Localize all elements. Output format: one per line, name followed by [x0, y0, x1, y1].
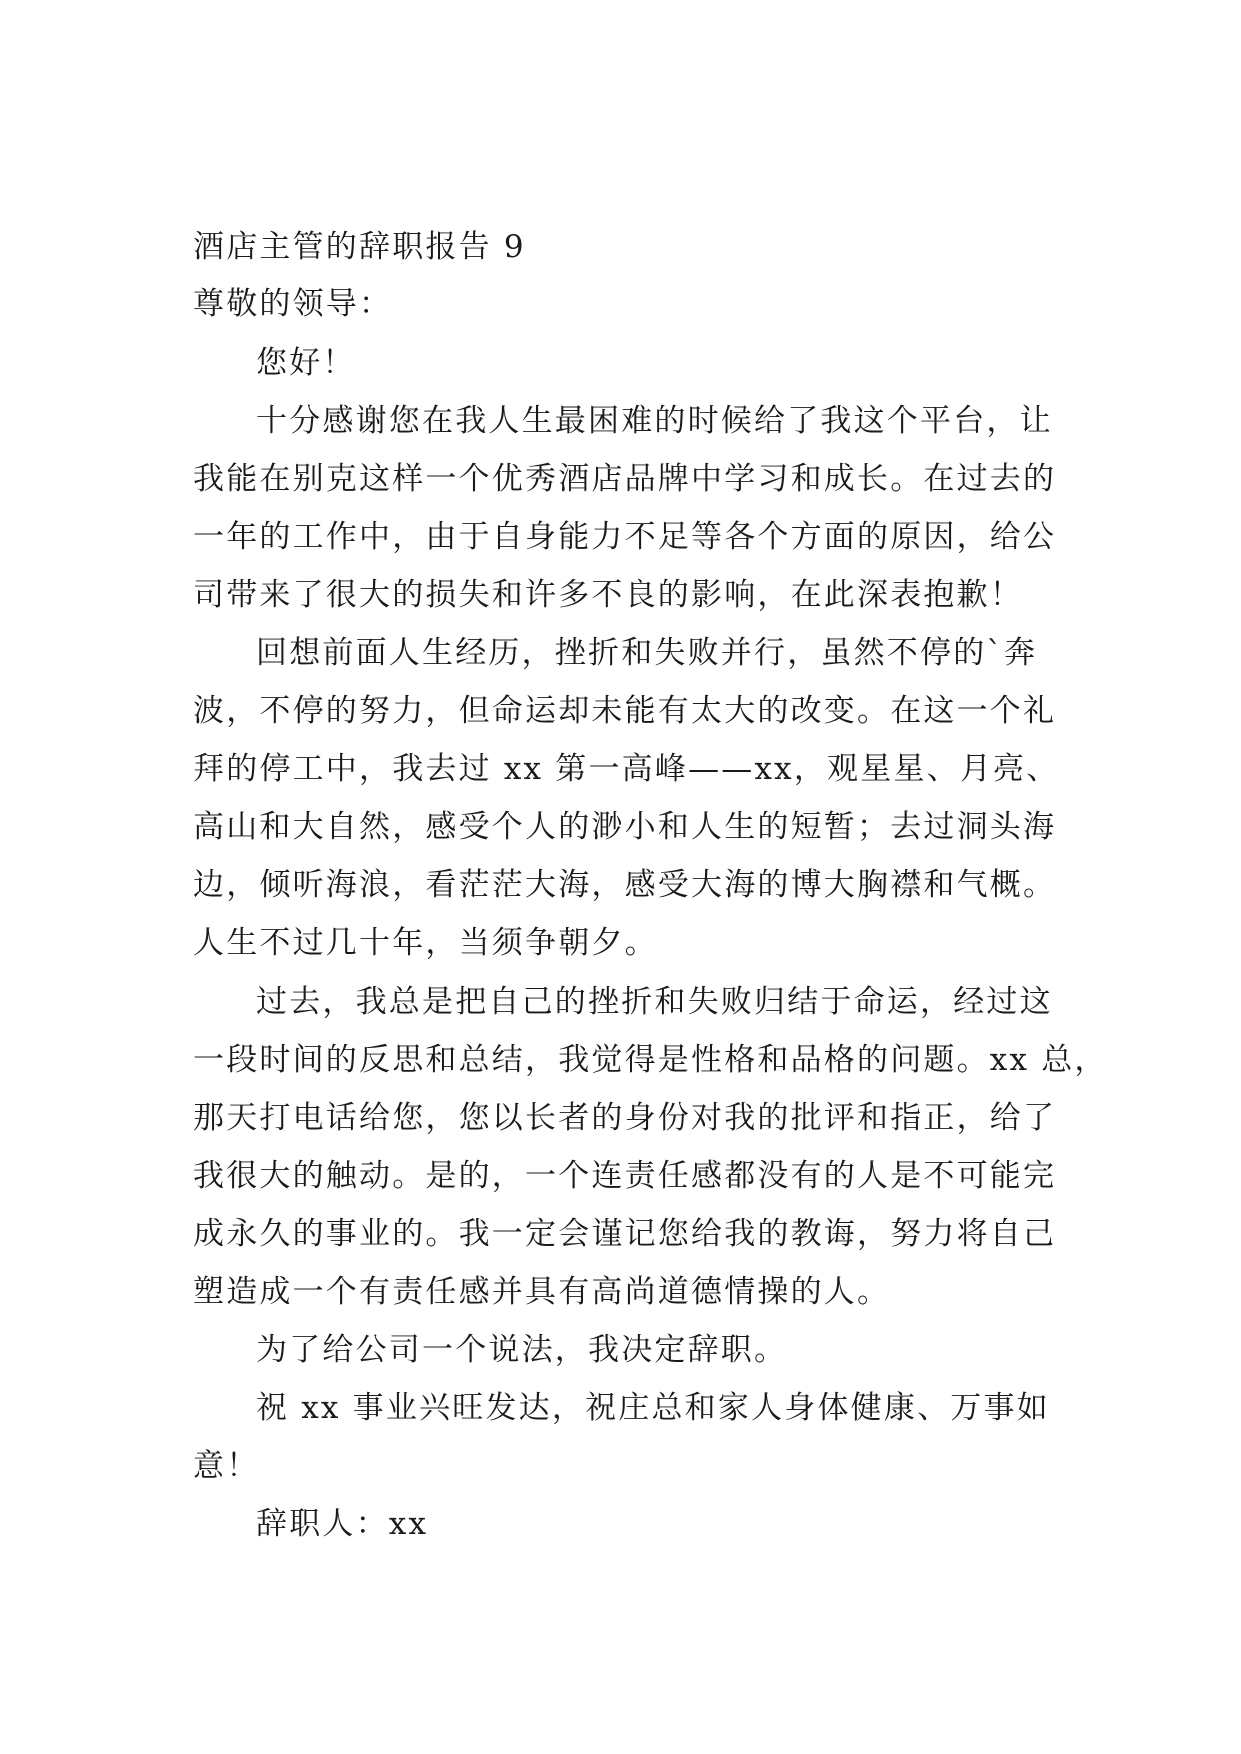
- paragraph-line: 司带来了很大的损失和许多不良的影响，在此深表抱歉！: [193, 577, 1023, 613]
- paragraph-line: 边，倾听海浪，看茫茫大海，感受大海的博大胸襟和气概。: [193, 867, 1057, 903]
- paragraph-line: 塑造成一个有责任感并具有高尚道德情操的人。: [193, 1274, 891, 1310]
- paragraph-line: 一年的工作中，由于自身能力不足等各个方面的原因，给公: [193, 519, 1057, 555]
- paragraph-line: 为了给公司一个说法，我决定辞职。: [256, 1332, 788, 1368]
- paragraph-line: 一段时间的反思和总结，我觉得是性格和品格的问题。xx 总，: [193, 1042, 1108, 1078]
- paragraph-line: 过去，我总是把自己的挫折和失败归结于命运，经过这: [256, 984, 1053, 1020]
- paragraph-line: 波，不停的努力，但命运却未能有太大的改变。在这一个礼: [193, 693, 1057, 729]
- paragraph-line: 回想前面人生经历，挫折和失败并行，虽然不停的`奔: [256, 635, 1038, 671]
- paragraph-line: 意！: [193, 1448, 260, 1484]
- paragraph-line: 十分感谢您在我人生最困难的时候给了我这个平台，让: [256, 403, 1053, 439]
- paragraph-line: 人生不过几十年，当须争朝夕。: [193, 925, 658, 961]
- paragraph-line: 拜的停工中，我去过 xx 第一高峰——xx，观星星、月亮、: [193, 751, 1060, 787]
- paragraph-line: 我很大的触动。是的，一个连责任感都没有的人是不可能完: [193, 1158, 1057, 1194]
- salutation: 尊敬的领导：: [193, 286, 393, 322]
- document-title: 酒店主管的辞职报告 9: [193, 229, 526, 265]
- paragraph-line: 祝 xx 事业兴旺发达，祝庄总和家人身体健康、万事如: [256, 1390, 1050, 1426]
- paragraph-line: 成永久的事业的。我一定会谨记您给我的教诲，努力将自己: [193, 1216, 1057, 1252]
- greeting: 您好！: [256, 345, 356, 381]
- signature: 辞职人：xx: [256, 1506, 429, 1542]
- paragraph-line: 那天打电话给您，您以长者的身份对我的批评和指正，给了: [193, 1100, 1057, 1136]
- paragraph-line: 我能在别克这样一个优秀酒店品牌中学习和成长。在过去的: [193, 461, 1057, 497]
- paragraph-line: 高山和大自然，感受个人的渺小和人生的短暂；去过洞头海: [193, 809, 1057, 845]
